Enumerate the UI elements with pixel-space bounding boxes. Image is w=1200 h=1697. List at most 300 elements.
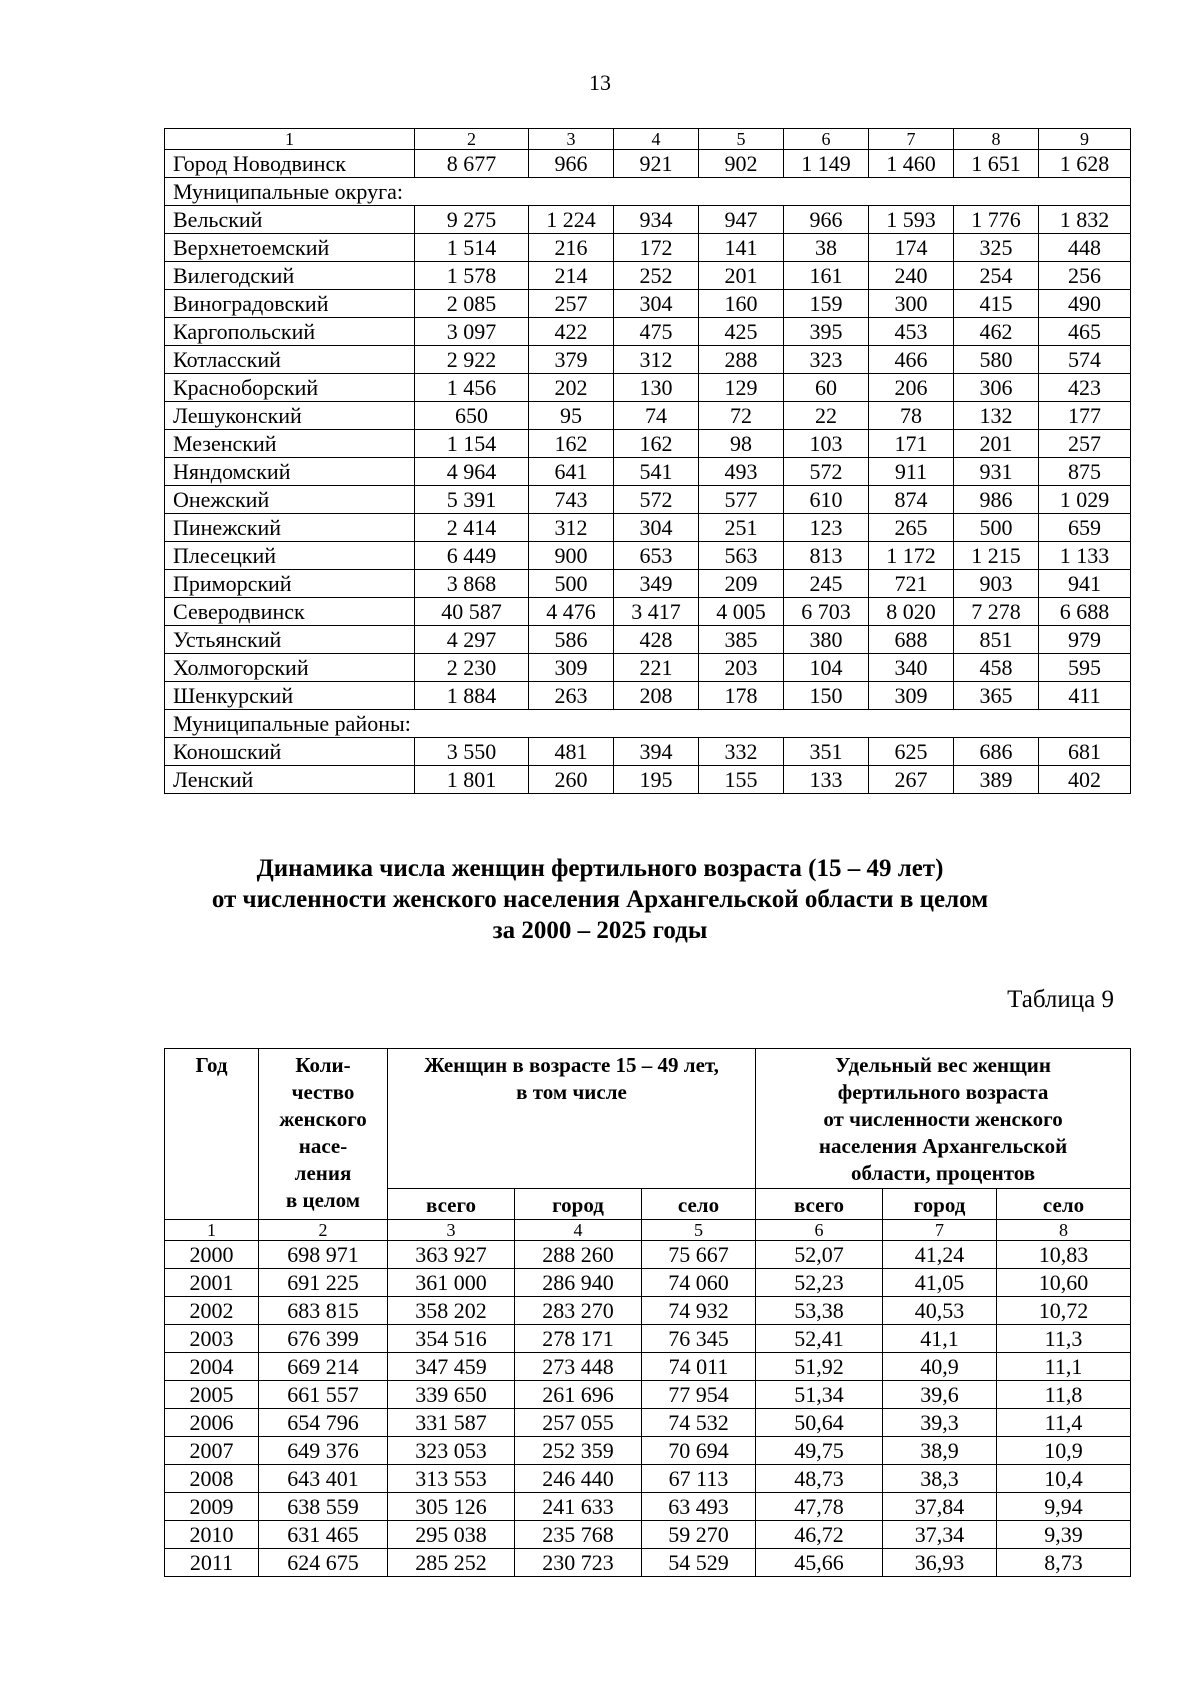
value-cell: 874	[869, 486, 954, 514]
table-row	[165, 290, 1131, 318]
value-cell: 931	[954, 458, 1039, 486]
value-cell: 74	[614, 402, 699, 430]
value-cell: 129	[699, 374, 784, 402]
table-row	[165, 206, 1131, 234]
value-cell: 966	[529, 150, 614, 178]
value-cell: 1 133	[1039, 542, 1131, 570]
year-cell: 2000	[165, 1241, 259, 1269]
value-cell: 2 414	[415, 514, 529, 542]
value-cell: 256	[1039, 262, 1131, 290]
value-cell: 1 884	[415, 682, 529, 710]
value-cell: 246 440	[515, 1465, 642, 1493]
value-cell: 38	[784, 234, 869, 262]
value-cell: 7 278	[954, 598, 1039, 626]
table-row	[165, 570, 1131, 598]
table-row	[165, 402, 1131, 430]
value-cell: 411	[1039, 682, 1131, 710]
value-cell: 500	[954, 514, 1039, 542]
column-number-cell: 3	[388, 1220, 515, 1241]
district-name: Каргопольский	[165, 318, 415, 346]
value-cell: 216	[529, 234, 614, 262]
value-cell: 47,78	[756, 1493, 883, 1521]
value-cell: 1 029	[1039, 486, 1131, 514]
header-total-female-line: Коли-	[295, 1053, 351, 1077]
header-total-female-line: чество	[291, 1080, 355, 1104]
value-cell: 75 667	[642, 1241, 756, 1269]
value-cell: 70 694	[642, 1437, 756, 1465]
district-name: Онежский	[165, 486, 415, 514]
district-name: Плесецкий	[165, 542, 415, 570]
value-cell: 1 832	[1039, 206, 1131, 234]
value-cell: 643 401	[259, 1465, 388, 1493]
value-cell: 625	[869, 738, 954, 766]
value-cell: 402	[1039, 766, 1131, 794]
year-cell: 2010	[165, 1521, 259, 1549]
subheader-share-village: село	[997, 1189, 1131, 1220]
value-cell: 4 964	[415, 458, 529, 486]
value-cell: 1 460	[869, 150, 954, 178]
table-row	[165, 1241, 1131, 1269]
value-cell: 1 456	[415, 374, 529, 402]
value-cell: 4 297	[415, 626, 529, 654]
value-cell: 10,4	[997, 1465, 1131, 1493]
value-cell: 422	[529, 318, 614, 346]
table-row	[165, 430, 1131, 458]
value-cell: 395	[784, 318, 869, 346]
value-cell: 22	[784, 402, 869, 430]
value-cell: 11,4	[997, 1409, 1131, 1437]
value-cell: 947	[699, 206, 784, 234]
value-cell: 851	[954, 626, 1039, 654]
value-cell: 669 214	[259, 1353, 388, 1381]
value-cell: 133	[784, 766, 869, 794]
district-name: Верхнетоемский	[165, 234, 415, 262]
heading-line-2: от численности женского населения Архангельской области в целом	[211, 886, 989, 913]
year-cell: 2002	[165, 1297, 259, 1325]
district-name: Няндомский	[165, 458, 415, 486]
value-cell: 132	[954, 402, 1039, 430]
value-cell: 309	[869, 682, 954, 710]
value-cell: 698 971	[259, 1241, 388, 1269]
table-row	[165, 458, 1131, 486]
value-cell: 574	[1039, 346, 1131, 374]
header-total-female-line: ления	[294, 1161, 352, 1185]
value-cell: 40,53	[883, 1297, 997, 1325]
value-cell: 9,94	[997, 1493, 1131, 1521]
value-cell: 9 275	[415, 206, 529, 234]
value-cell: 252 359	[515, 1437, 642, 1465]
district-name: Мезенский	[165, 430, 415, 458]
table-row	[165, 1297, 1131, 1325]
value-cell: 394	[614, 738, 699, 766]
district-name: Вельский	[165, 206, 415, 234]
table-row	[165, 654, 1131, 682]
value-cell: 654 796	[259, 1409, 388, 1437]
value-cell: 11,1	[997, 1353, 1131, 1381]
value-cell: 208	[614, 682, 699, 710]
value-cell: 813	[784, 542, 869, 570]
year-cell: 2006	[165, 1409, 259, 1437]
district-name: Виноградовский	[165, 290, 415, 318]
value-cell: 201	[954, 430, 1039, 458]
value-cell: 10,72	[997, 1297, 1131, 1325]
value-cell: 563	[699, 542, 784, 570]
value-cell: 48,73	[756, 1465, 883, 1493]
column-number-cell: 1	[165, 1220, 259, 1241]
value-cell: 331 587	[388, 1409, 515, 1437]
table-row	[165, 1521, 1131, 1549]
value-cell: 36,93	[883, 1549, 997, 1577]
value-cell: 202	[529, 374, 614, 402]
value-cell: 5 391	[415, 486, 529, 514]
subheader-women-village: село	[642, 1189, 756, 1220]
value-cell: 104	[784, 654, 869, 682]
value-cell: 95	[529, 402, 614, 430]
value-cell: 577	[699, 486, 784, 514]
value-cell: 8,73	[997, 1549, 1131, 1577]
column-number-cell: 4	[515, 1220, 642, 1241]
table-row	[165, 626, 1131, 654]
value-cell: 358 202	[388, 1297, 515, 1325]
value-cell: 77 954	[642, 1381, 756, 1409]
value-cell: 312	[614, 346, 699, 374]
value-cell: 638 559	[259, 1493, 388, 1521]
value-cell: 209	[699, 570, 784, 598]
value-cell: 53,38	[756, 1297, 883, 1325]
table-row	[165, 374, 1131, 402]
value-cell: 875	[1039, 458, 1131, 486]
value-cell: 721	[869, 570, 954, 598]
page-number: 13	[589, 70, 611, 95]
table-row	[165, 766, 1131, 794]
value-cell: 60	[784, 374, 869, 402]
value-cell: 98	[699, 430, 784, 458]
value-cell: 661 557	[259, 1381, 388, 1409]
value-cell: 267	[869, 766, 954, 794]
value-cell: 221	[614, 654, 699, 682]
table-row	[165, 1549, 1131, 1577]
value-cell: 300	[869, 290, 954, 318]
header-share-group-line: области, процентов	[850, 1161, 1036, 1185]
value-cell: 305 126	[388, 1493, 515, 1521]
value-cell: 286 940	[515, 1269, 642, 1297]
subheader-share-total: всего	[756, 1189, 883, 1220]
year-cell: 2011	[165, 1549, 259, 1577]
value-cell: 389	[954, 766, 1039, 794]
fertile-women-dynamics-table	[164, 1048, 1131, 1577]
value-cell: 39,6	[883, 1381, 997, 1409]
column-number-cell: 5	[699, 129, 784, 150]
year-cell: 2007	[165, 1437, 259, 1465]
value-cell: 458	[954, 654, 1039, 682]
value-cell: 6 703	[784, 598, 869, 626]
value-cell: 245	[784, 570, 869, 598]
value-cell: 688	[869, 626, 954, 654]
value-cell: 379	[529, 346, 614, 374]
value-cell: 941	[1039, 570, 1131, 598]
value-cell: 453	[869, 318, 954, 346]
column-number-cell: 5	[642, 1220, 756, 1241]
value-cell: 150	[784, 682, 869, 710]
table-row	[165, 1381, 1131, 1409]
value-cell: 285 252	[388, 1549, 515, 1577]
value-cell: 610	[784, 486, 869, 514]
value-cell: 240	[869, 262, 954, 290]
value-cell: 323	[784, 346, 869, 374]
column-number-cell: 7	[883, 1220, 997, 1241]
value-cell: 580	[954, 346, 1039, 374]
column-number-cell: 2	[259, 1220, 388, 1241]
value-cell: 349	[614, 570, 699, 598]
value-cell: 51,34	[756, 1381, 883, 1409]
value-cell: 8 020	[869, 598, 954, 626]
value-cell: 624 675	[259, 1549, 388, 1577]
value-cell: 155	[699, 766, 784, 794]
value-cell: 51,92	[756, 1353, 883, 1381]
value-cell: 462	[954, 318, 1039, 346]
value-cell: 323 053	[388, 1437, 515, 1465]
value-cell: 6 449	[415, 542, 529, 570]
table-row	[165, 1353, 1131, 1381]
value-cell: 423	[1039, 374, 1131, 402]
value-cell: 3 097	[415, 318, 529, 346]
table-row	[165, 150, 1131, 178]
value-cell: 172	[614, 234, 699, 262]
table-row	[165, 1465, 1131, 1493]
value-cell: 743	[529, 486, 614, 514]
heading-line-3: за 2000 – 2025 годы	[492, 917, 708, 944]
table-9-heading	[0, 853, 1200, 946]
value-cell: 214	[529, 262, 614, 290]
subheader-women-city: город	[515, 1189, 642, 1220]
table-row	[165, 1409, 1131, 1437]
value-cell: 261 696	[515, 1381, 642, 1409]
header-women-group-line: в том числе	[516, 1080, 627, 1104]
value-cell: 351	[784, 738, 869, 766]
value-cell: 162	[614, 430, 699, 458]
value-cell: 683 815	[259, 1297, 388, 1325]
value-cell: 263	[529, 682, 614, 710]
header-total-female	[259, 1049, 388, 1220]
header-total-female-line: в целом	[285, 1188, 361, 1212]
value-cell: 295 038	[388, 1521, 515, 1549]
value-cell: 902	[699, 150, 784, 178]
table-row	[165, 346, 1131, 374]
value-cell: 659	[1039, 514, 1131, 542]
value-cell: 78	[869, 402, 954, 430]
district-name: Вилегодский	[165, 262, 415, 290]
year-cell: 2005	[165, 1381, 259, 1409]
value-cell: 288 260	[515, 1241, 642, 1269]
value-cell: 595	[1039, 654, 1131, 682]
table-row	[165, 1437, 1131, 1465]
value-cell: 235 768	[515, 1521, 642, 1549]
value-cell: 160	[699, 290, 784, 318]
value-cell: 40,9	[883, 1353, 997, 1381]
column-number-cell: 7	[869, 129, 954, 150]
value-cell: 1 149	[784, 150, 869, 178]
value-cell: 586	[529, 626, 614, 654]
value-cell: 347 459	[388, 1353, 515, 1381]
value-cell: 1 628	[1039, 150, 1131, 178]
value-cell: 365	[954, 682, 1039, 710]
value-cell: 123	[784, 514, 869, 542]
value-cell: 1 215	[954, 542, 1039, 570]
value-cell: 425	[699, 318, 784, 346]
table-row	[165, 318, 1131, 346]
value-cell: 641	[529, 458, 614, 486]
value-cell: 52,23	[756, 1269, 883, 1297]
municipal-districts-table	[164, 128, 1131, 794]
value-cell: 41,24	[883, 1241, 997, 1269]
value-cell: 11,8	[997, 1381, 1131, 1409]
value-cell: 10,9	[997, 1437, 1131, 1465]
table-row	[165, 1325, 1131, 1353]
value-cell: 203	[699, 654, 784, 682]
value-cell: 278 171	[515, 1325, 642, 1353]
value-cell: 171	[869, 430, 954, 458]
value-cell: 39,3	[883, 1409, 997, 1437]
value-cell: 306	[954, 374, 1039, 402]
value-cell: 6 688	[1039, 598, 1131, 626]
value-cell: 934	[614, 206, 699, 234]
table-row	[165, 1493, 1131, 1521]
table-row	[165, 262, 1131, 290]
value-cell: 161	[784, 262, 869, 290]
column-number-cell: 6	[756, 1220, 883, 1241]
value-cell: 9,39	[997, 1521, 1131, 1549]
header-women-group-line: Женщин в возрасте 15 – 49 лет,	[424, 1053, 719, 1077]
value-cell: 911	[869, 458, 954, 486]
district-name: Ленский	[165, 766, 415, 794]
value-cell: 2 230	[415, 654, 529, 682]
value-cell: 230 723	[515, 1549, 642, 1577]
value-cell: 103	[784, 430, 869, 458]
value-cell: 448	[1039, 234, 1131, 262]
value-cell: 41,1	[883, 1325, 997, 1353]
district-name: Холмогорский	[165, 654, 415, 682]
value-cell: 46,72	[756, 1521, 883, 1549]
value-cell: 1 578	[415, 262, 529, 290]
table-row	[165, 738, 1131, 766]
year-cell: 2004	[165, 1353, 259, 1381]
value-cell: 2 922	[415, 346, 529, 374]
value-cell: 74 011	[642, 1353, 756, 1381]
header-share-group-line: Удельный вес женщин	[835, 1053, 1051, 1077]
value-cell: 10,83	[997, 1241, 1131, 1269]
value-cell: 59 270	[642, 1521, 756, 1549]
header-year: Год	[165, 1049, 259, 1220]
value-cell: 72	[699, 402, 784, 430]
column-number-cell: 8	[997, 1220, 1131, 1241]
column-number-cell: 9	[1039, 129, 1131, 150]
value-cell: 313 553	[388, 1465, 515, 1493]
header-row	[165, 1049, 1131, 1189]
header-share-group-line: фертильного возраста	[837, 1080, 1049, 1104]
value-cell: 481	[529, 738, 614, 766]
value-cell: 288	[699, 346, 784, 374]
value-cell: 177	[1039, 402, 1131, 430]
value-cell: 257	[529, 290, 614, 318]
column-number-cell: 2	[415, 129, 529, 150]
value-cell: 74 060	[642, 1269, 756, 1297]
table-row	[165, 682, 1131, 710]
value-cell: 241 633	[515, 1493, 642, 1521]
value-cell: 465	[1039, 318, 1131, 346]
value-cell: 1 776	[954, 206, 1039, 234]
value-cell: 141	[699, 234, 784, 262]
value-cell: 283 270	[515, 1297, 642, 1325]
value-cell: 174	[869, 234, 954, 262]
column-numbers-row	[165, 129, 1131, 150]
value-cell: 2 085	[415, 290, 529, 318]
value-cell: 37,34	[883, 1521, 997, 1549]
value-cell: 500	[529, 570, 614, 598]
section-row	[165, 178, 1131, 206]
column-number-cell: 8	[954, 129, 1039, 150]
year-cell: 2009	[165, 1493, 259, 1521]
value-cell: 195	[614, 766, 699, 794]
value-cell: 428	[614, 626, 699, 654]
header-total-female-line: насе-	[298, 1134, 348, 1158]
table-row	[165, 598, 1131, 626]
value-cell: 265	[869, 514, 954, 542]
district-name: Красноборский	[165, 374, 415, 402]
year-cell: 2008	[165, 1465, 259, 1493]
value-cell: 903	[954, 570, 1039, 598]
value-cell: 251	[699, 514, 784, 542]
value-cell: 304	[614, 290, 699, 318]
value-cell: 686	[954, 738, 1039, 766]
value-cell: 475	[614, 318, 699, 346]
district-name: Шенкурский	[165, 682, 415, 710]
value-cell: 3 868	[415, 570, 529, 598]
subheader-women-total: всего	[388, 1189, 515, 1220]
value-cell: 45,66	[756, 1549, 883, 1577]
value-cell: 900	[529, 542, 614, 570]
district-name: Устьянский	[165, 626, 415, 654]
header-share-group-line: от численности женского	[823, 1107, 1063, 1131]
table-row	[165, 1269, 1131, 1297]
value-cell: 354 516	[388, 1325, 515, 1353]
value-cell: 10,60	[997, 1269, 1131, 1297]
value-cell: 691 225	[259, 1269, 388, 1297]
value-cell: 631 465	[259, 1521, 388, 1549]
heading-line-1: Динамика числа женщин фертильного возраста (15 – 49 лет)	[256, 855, 944, 882]
value-cell: 309	[529, 654, 614, 682]
year-cell: 2001	[165, 1269, 259, 1297]
value-cell: 380	[784, 626, 869, 654]
value-cell: 1 224	[529, 206, 614, 234]
header-total-female-line: женского	[279, 1107, 367, 1131]
value-cell: 1 651	[954, 150, 1039, 178]
value-cell: 38,9	[883, 1437, 997, 1465]
value-cell: 1 593	[869, 206, 954, 234]
value-cell: 178	[699, 682, 784, 710]
value-cell: 340	[869, 654, 954, 682]
value-cell: 681	[1039, 738, 1131, 766]
value-cell: 11,3	[997, 1325, 1131, 1353]
column-numbers-row	[165, 1220, 1131, 1241]
district-name: Коношский	[165, 738, 415, 766]
table-row	[165, 234, 1131, 262]
value-cell: 4 005	[699, 598, 784, 626]
value-cell: 49,75	[756, 1437, 883, 1465]
value-cell: 415	[954, 290, 1039, 318]
value-cell: 676 399	[259, 1325, 388, 1353]
value-cell: 38,3	[883, 1465, 997, 1493]
value-cell: 1 514	[415, 234, 529, 262]
